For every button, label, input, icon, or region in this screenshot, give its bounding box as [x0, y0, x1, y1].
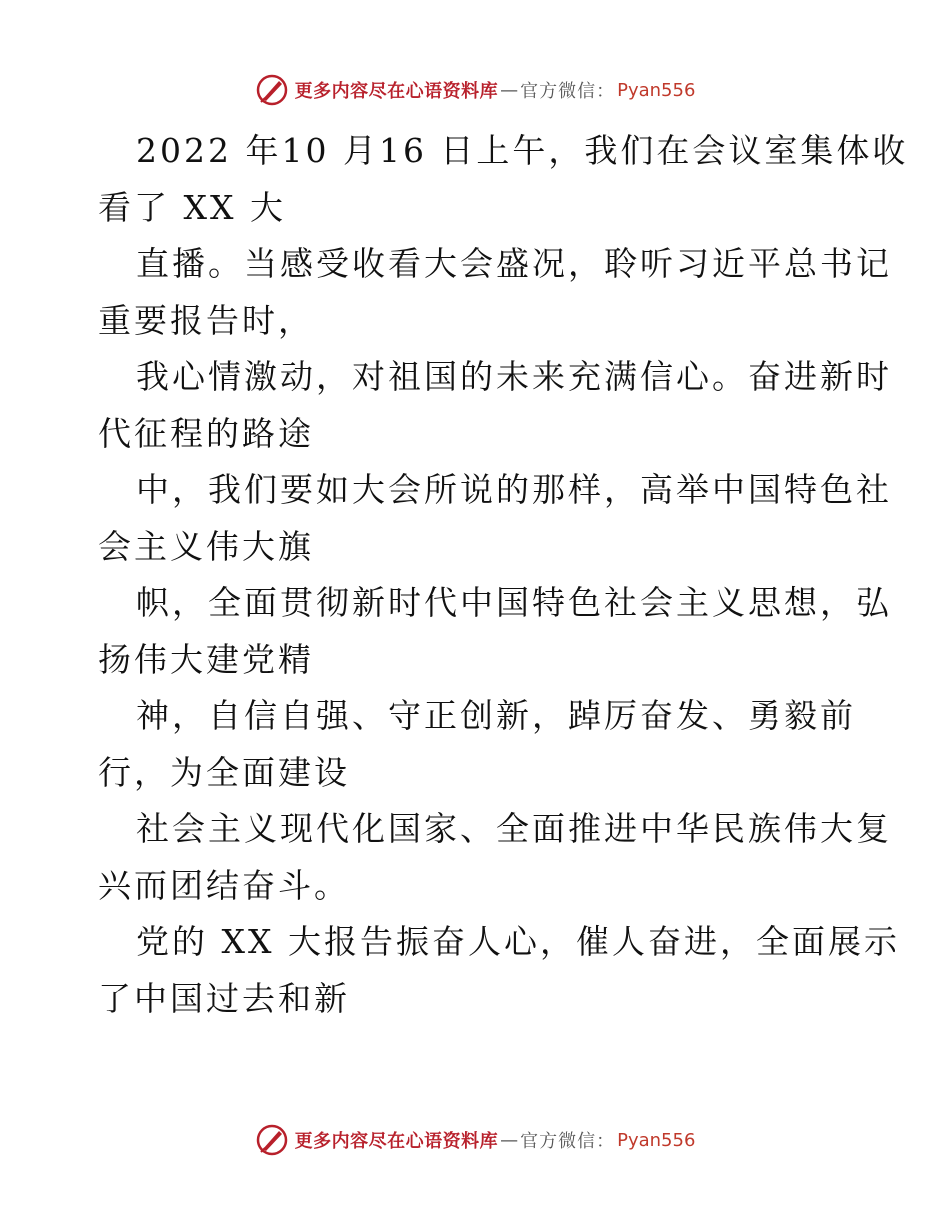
- body-line: 直播。当感受收看大会盛况，聆听习近平总书记: [136, 244, 892, 283]
- body-line: 代征程的路途: [98, 413, 314, 453]
- body-line: 了中国过去和新: [98, 978, 350, 1018]
- watermark-text: 更多内容尽在心语资料库: [294, 81, 499, 102]
- body-line: 2022 年10 月16 日上午，我们在会议室集体收: [136, 131, 909, 170]
- body-line: 扬伟大建党精: [98, 639, 314, 679]
- body-line: 社会主义现代化国家、全面推进中华民族伟大复: [136, 809, 892, 848]
- body-line: 重要报告时，: [98, 300, 314, 340]
- watermark-label: 官方微信：: [520, 1131, 616, 1152]
- footer-watermark: [0, 1120, 950, 1160]
- quill-logo-icon: [255, 73, 289, 107]
- body-line: 兴而团结奋斗。: [98, 865, 350, 905]
- body-line: 行，为全面建设: [98, 752, 350, 792]
- watermark-label: 官方微信：: [520, 81, 616, 102]
- header-watermark: [0, 70, 950, 110]
- body-line: 我心情激动，对祖国的未来充满信心。奋进新时: [136, 357, 892, 396]
- quill-logo-icon: [255, 1123, 289, 1157]
- watermark-text: 更多内容尽在心语资料库: [294, 1131, 499, 1152]
- watermark-separator: —: [500, 79, 519, 101]
- body-line: 党的 XX 大报告振奋人心，催人奋进，全面展示: [136, 922, 900, 961]
- body-line: 会主义伟大旗: [98, 526, 314, 566]
- watermark-separator: —: [500, 1129, 519, 1151]
- body-line: 看了 XX 大: [98, 187, 286, 227]
- body-line: 帜，全面贯彻新时代中国特色社会主义思想，弘: [136, 583, 892, 622]
- watermark-id: Pyan556: [617, 79, 696, 101]
- body-line: 中，我们要如大会所说的那样，高举中国特色社: [136, 470, 892, 509]
- document-body: [98, 123, 909, 1027]
- body-line: 神，自信自强、守正创新，踔厉奋发、勇毅前: [136, 696, 856, 735]
- watermark-id: Pyan556: [617, 1129, 696, 1151]
